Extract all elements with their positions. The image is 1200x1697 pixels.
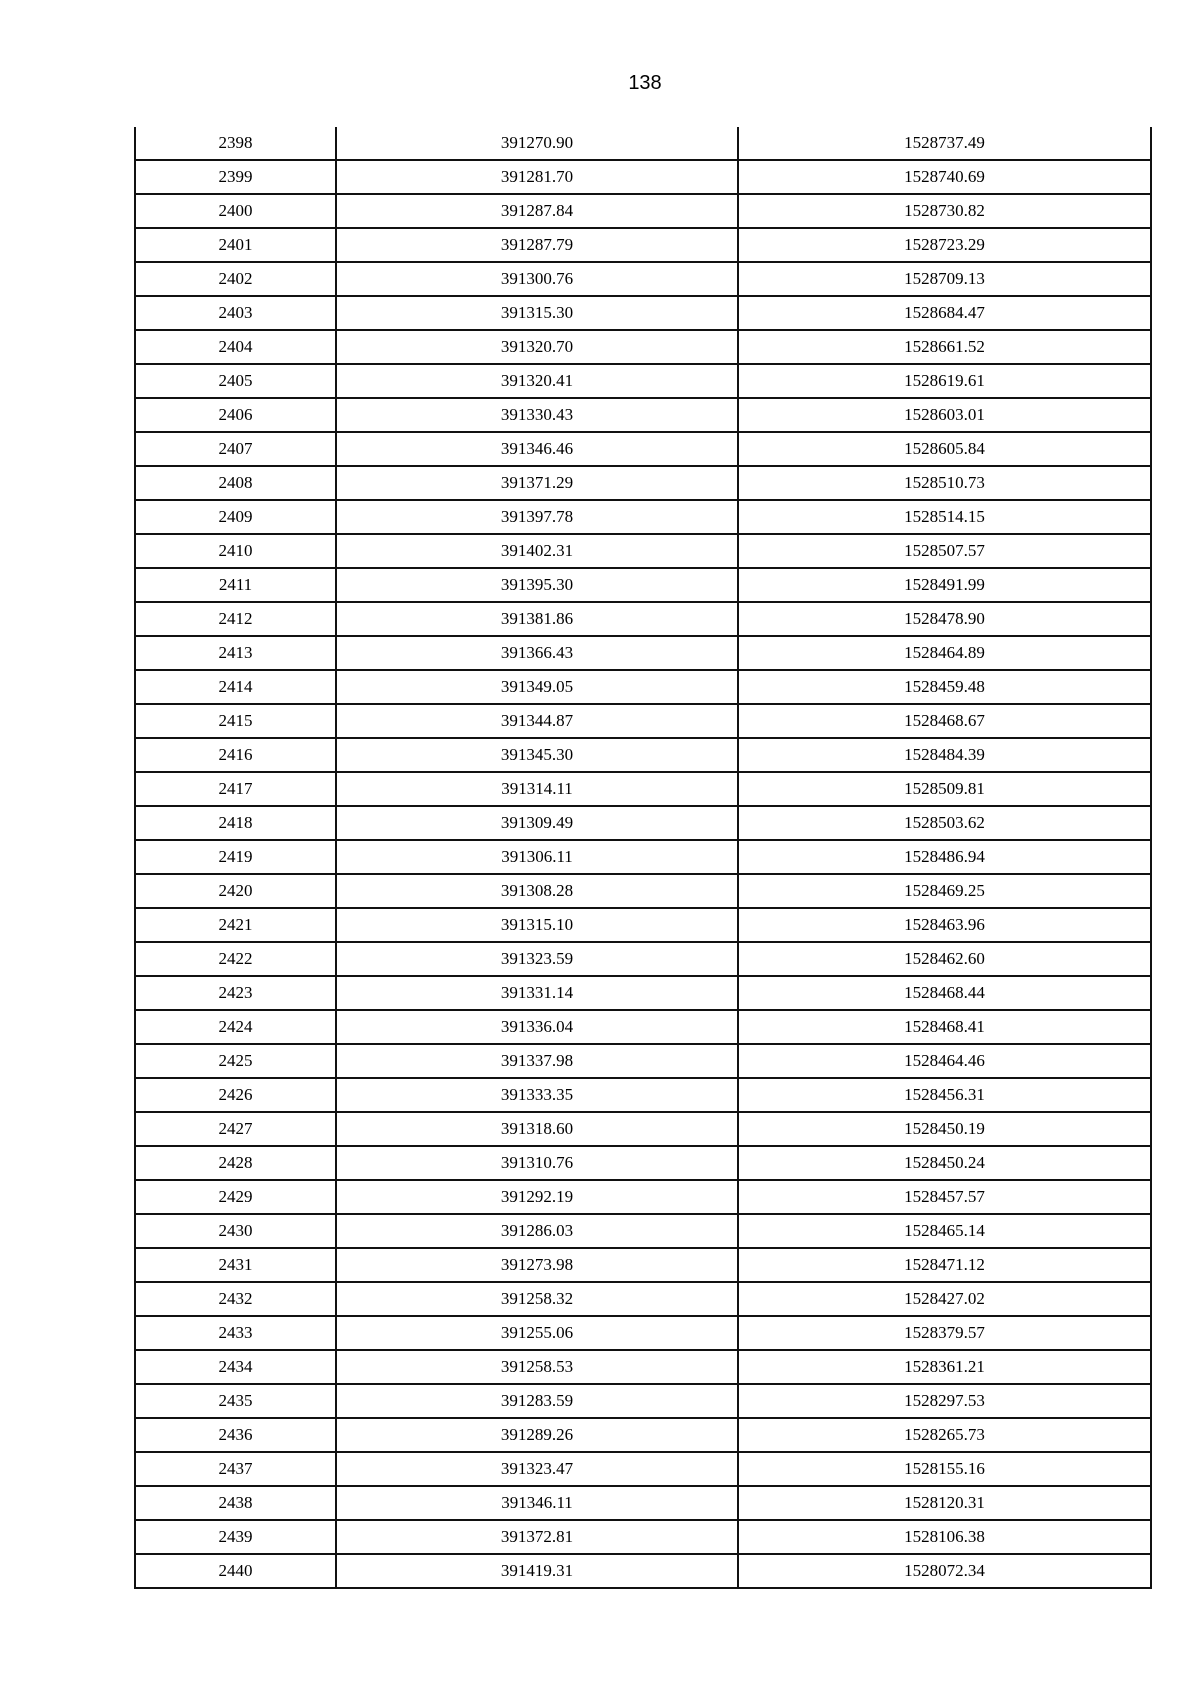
- table-row: [135, 908, 1151, 942]
- y-coordinate-cell: 1528464.89: [738, 636, 1151, 670]
- x-coordinate-cell: 391308.28: [336, 874, 738, 908]
- table-row: [135, 398, 1151, 432]
- y-coordinate-cell: 1528468.41: [738, 1010, 1151, 1044]
- table-row: [135, 1486, 1151, 1520]
- table-row: [135, 364, 1151, 398]
- y-coordinate-cell: 1528120.31: [738, 1486, 1151, 1520]
- coordinate-table: [134, 127, 1152, 1589]
- table-row: [135, 432, 1151, 466]
- x-coordinate-cell: 391255.06: [336, 1316, 738, 1350]
- y-coordinate-cell: 1528297.53: [738, 1384, 1151, 1418]
- y-coordinate-cell: 1528510.73: [738, 466, 1151, 500]
- y-coordinate-cell: 1528463.96: [738, 908, 1151, 942]
- table-row: [135, 228, 1151, 262]
- x-coordinate-cell: 391283.59: [336, 1384, 738, 1418]
- y-coordinate-cell: 1528265.73: [738, 1418, 1151, 1452]
- table-row: [135, 296, 1151, 330]
- table-row: [135, 1384, 1151, 1418]
- table-row: [135, 1452, 1151, 1486]
- x-coordinate-cell: 391287.79: [336, 228, 738, 262]
- y-coordinate-cell: 1528484.39: [738, 738, 1151, 772]
- y-coordinate-cell: 1528684.47: [738, 296, 1151, 330]
- point-number-cell: 2428: [135, 1146, 336, 1180]
- x-coordinate-cell: 391306.11: [336, 840, 738, 874]
- x-coordinate-cell: 391331.14: [336, 976, 738, 1010]
- x-coordinate-cell: 391258.53: [336, 1350, 738, 1384]
- x-coordinate-cell: 391320.41: [336, 364, 738, 398]
- table-row: [135, 806, 1151, 840]
- y-coordinate-cell: 1528737.49: [738, 127, 1151, 160]
- y-coordinate-cell: 1528450.24: [738, 1146, 1151, 1180]
- x-coordinate-cell: 391349.05: [336, 670, 738, 704]
- point-number-cell: 2430: [135, 1214, 336, 1248]
- table-row: [135, 1180, 1151, 1214]
- y-coordinate-cell: 1528471.12: [738, 1248, 1151, 1282]
- point-number-cell: 2438: [135, 1486, 336, 1520]
- coordinate-table-body: [135, 127, 1151, 1588]
- point-number-cell: 2400: [135, 194, 336, 228]
- y-coordinate-cell: 1528465.14: [738, 1214, 1151, 1248]
- y-coordinate-cell: 1528155.16: [738, 1452, 1151, 1486]
- point-number-cell: 2419: [135, 840, 336, 874]
- x-coordinate-cell: 391258.32: [336, 1282, 738, 1316]
- x-coordinate-cell: 391292.19: [336, 1180, 738, 1214]
- y-coordinate-cell: 1528468.67: [738, 704, 1151, 738]
- y-coordinate-cell: 1528486.94: [738, 840, 1151, 874]
- x-coordinate-cell: 391270.90: [336, 127, 738, 160]
- point-number-cell: 2432: [135, 1282, 336, 1316]
- table-row: [135, 602, 1151, 636]
- x-coordinate-cell: 391286.03: [336, 1214, 738, 1248]
- table-row: [135, 568, 1151, 602]
- y-coordinate-cell: 1528605.84: [738, 432, 1151, 466]
- x-coordinate-cell: 391397.78: [336, 500, 738, 534]
- y-coordinate-cell: 1528507.57: [738, 534, 1151, 568]
- point-number-cell: 2423: [135, 976, 336, 1010]
- x-coordinate-cell: 391289.26: [336, 1418, 738, 1452]
- point-number-cell: 2405: [135, 364, 336, 398]
- x-coordinate-cell: 391381.86: [336, 602, 738, 636]
- point-number-cell: 2440: [135, 1554, 336, 1588]
- x-coordinate-cell: 391273.98: [336, 1248, 738, 1282]
- point-number-cell: 2408: [135, 466, 336, 500]
- x-coordinate-cell: 391333.35: [336, 1078, 738, 1112]
- x-coordinate-cell: 391320.70: [336, 330, 738, 364]
- x-coordinate-cell: 391419.31: [336, 1554, 738, 1588]
- table-row: [135, 1554, 1151, 1588]
- point-number-cell: 2426: [135, 1078, 336, 1112]
- table-row: [135, 874, 1151, 908]
- point-number-cell: 2429: [135, 1180, 336, 1214]
- point-number-cell: 2418: [135, 806, 336, 840]
- x-coordinate-cell: 391346.11: [336, 1486, 738, 1520]
- table-row: [135, 942, 1151, 976]
- table-row: [135, 466, 1151, 500]
- point-number-cell: 2398: [135, 127, 336, 160]
- table-row: [135, 1078, 1151, 1112]
- point-number-cell: 2415: [135, 704, 336, 738]
- table-row: [135, 670, 1151, 704]
- point-number-cell: 2416: [135, 738, 336, 772]
- table-row: [135, 262, 1151, 296]
- y-coordinate-cell: 1528361.21: [738, 1350, 1151, 1384]
- point-number-cell: 2427: [135, 1112, 336, 1146]
- point-number-cell: 2401: [135, 228, 336, 262]
- table-row: [135, 738, 1151, 772]
- table-row: [135, 1044, 1151, 1078]
- x-coordinate-cell: 391315.30: [336, 296, 738, 330]
- y-coordinate-cell: 1528457.57: [738, 1180, 1151, 1214]
- table-row: [135, 1248, 1151, 1282]
- point-number-cell: 2421: [135, 908, 336, 942]
- table-row: [135, 1010, 1151, 1044]
- point-number-cell: 2410: [135, 534, 336, 568]
- point-number-cell: 2409: [135, 500, 336, 534]
- x-coordinate-cell: 391300.76: [336, 262, 738, 296]
- point-number-cell: 2399: [135, 160, 336, 194]
- x-coordinate-cell: 391344.87: [336, 704, 738, 738]
- y-coordinate-cell: 1528468.44: [738, 976, 1151, 1010]
- table-row: [135, 1350, 1151, 1384]
- table-row: [135, 1214, 1151, 1248]
- point-number-cell: 2436: [135, 1418, 336, 1452]
- y-coordinate-cell: 1528514.15: [738, 500, 1151, 534]
- table-row: [135, 534, 1151, 568]
- point-number-cell: 2420: [135, 874, 336, 908]
- table-row: [135, 500, 1151, 534]
- y-coordinate-cell: 1528459.48: [738, 670, 1151, 704]
- y-coordinate-cell: 1528427.02: [738, 1282, 1151, 1316]
- y-coordinate-cell: 1528730.82: [738, 194, 1151, 228]
- point-number-cell: 2424: [135, 1010, 336, 1044]
- x-coordinate-cell: 391315.10: [336, 908, 738, 942]
- x-coordinate-cell: 391372.81: [336, 1520, 738, 1554]
- point-number-cell: 2422: [135, 942, 336, 976]
- y-coordinate-cell: 1528072.34: [738, 1554, 1151, 1588]
- point-number-cell: 2425: [135, 1044, 336, 1078]
- x-coordinate-cell: 391371.29: [336, 466, 738, 500]
- x-coordinate-cell: 391337.98: [336, 1044, 738, 1078]
- table-row: [135, 194, 1151, 228]
- table-row: [135, 160, 1151, 194]
- x-coordinate-cell: 391323.59: [336, 942, 738, 976]
- y-coordinate-cell: 1528709.13: [738, 262, 1151, 296]
- table-row: [135, 127, 1151, 160]
- page-number: 138: [628, 72, 662, 94]
- x-coordinate-cell: 391310.76: [336, 1146, 738, 1180]
- x-coordinate-cell: 391318.60: [336, 1112, 738, 1146]
- y-coordinate-cell: 1528603.01: [738, 398, 1151, 432]
- point-number-cell: 2406: [135, 398, 336, 432]
- table-row: [135, 1316, 1151, 1350]
- table-row: [135, 1418, 1151, 1452]
- x-coordinate-cell: 391330.43: [336, 398, 738, 432]
- point-number-cell: 2435: [135, 1384, 336, 1418]
- y-coordinate-cell: 1528661.52: [738, 330, 1151, 364]
- x-coordinate-cell: 391309.49: [336, 806, 738, 840]
- point-number-cell: 2431: [135, 1248, 336, 1282]
- table-row: [135, 840, 1151, 874]
- x-coordinate-cell: 391366.43: [336, 636, 738, 670]
- table-row: [135, 636, 1151, 670]
- point-number-cell: 2433: [135, 1316, 336, 1350]
- point-number-cell: 2403: [135, 296, 336, 330]
- x-coordinate-cell: 391287.84: [336, 194, 738, 228]
- point-number-cell: 2414: [135, 670, 336, 704]
- x-coordinate-cell: 391314.11: [336, 772, 738, 806]
- table-row: [135, 976, 1151, 1010]
- point-number-cell: 2434: [135, 1350, 336, 1384]
- x-coordinate-cell: 391336.04: [336, 1010, 738, 1044]
- table-row: [135, 1146, 1151, 1180]
- point-number-cell: 2411: [135, 568, 336, 602]
- x-coordinate-cell: 391323.47: [336, 1452, 738, 1486]
- y-coordinate-cell: 1528456.31: [738, 1078, 1151, 1112]
- y-coordinate-cell: 1528723.29: [738, 228, 1151, 262]
- y-coordinate-cell: 1528106.38: [738, 1520, 1151, 1554]
- table-row: [135, 1520, 1151, 1554]
- y-coordinate-cell: 1528462.60: [738, 942, 1151, 976]
- x-coordinate-cell: 391345.30: [336, 738, 738, 772]
- x-coordinate-cell: 391402.31: [336, 534, 738, 568]
- point-number-cell: 2413: [135, 636, 336, 670]
- x-coordinate-cell: 391281.70: [336, 160, 738, 194]
- y-coordinate-cell: 1528509.81: [738, 772, 1151, 806]
- y-coordinate-cell: 1528740.69: [738, 160, 1151, 194]
- point-number-cell: 2417: [135, 772, 336, 806]
- point-number-cell: 2412: [135, 602, 336, 636]
- point-number-cell: 2402: [135, 262, 336, 296]
- point-number-cell: 2437: [135, 1452, 336, 1486]
- y-coordinate-cell: 1528491.99: [738, 568, 1151, 602]
- y-coordinate-cell: 1528469.25: [738, 874, 1151, 908]
- y-coordinate-cell: 1528450.19: [738, 1112, 1151, 1146]
- y-coordinate-cell: 1528503.62: [738, 806, 1151, 840]
- table-row: [135, 704, 1151, 738]
- x-coordinate-cell: 391346.46: [336, 432, 738, 466]
- table-row: [135, 1282, 1151, 1316]
- table-row: [135, 330, 1151, 364]
- y-coordinate-cell: 1528619.61: [738, 364, 1151, 398]
- point-number-cell: 2439: [135, 1520, 336, 1554]
- point-number-cell: 2407: [135, 432, 336, 466]
- y-coordinate-cell: 1528478.90: [738, 602, 1151, 636]
- point-number-cell: 2404: [135, 330, 336, 364]
- y-coordinate-cell: 1528464.46: [738, 1044, 1151, 1078]
- table-row: [135, 772, 1151, 806]
- y-coordinate-cell: 1528379.57: [738, 1316, 1151, 1350]
- x-coordinate-cell: 391395.30: [336, 568, 738, 602]
- table-row: [135, 1112, 1151, 1146]
